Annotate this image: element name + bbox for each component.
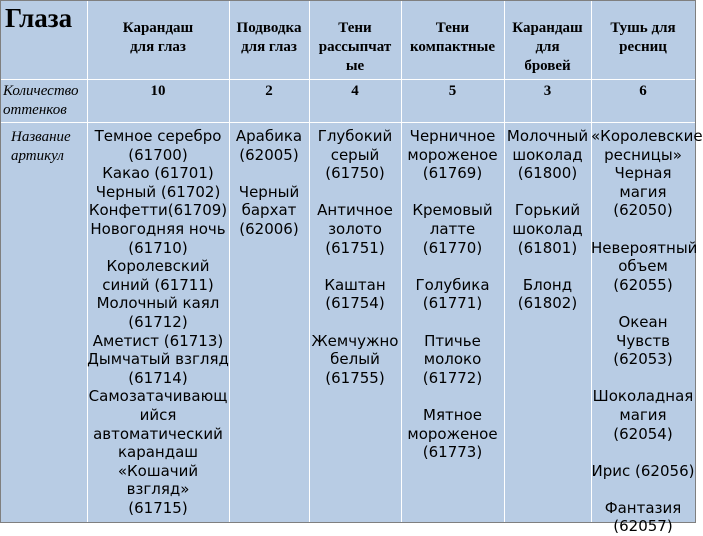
product-item: Глубокий серый (61750) — [317, 127, 393, 183]
product-item: Какао (61701) — [102, 164, 214, 183]
product-item: Блонд (61802) — [517, 275, 578, 313]
product-item: Черничное мороженое (61769) — [407, 127, 498, 183]
product-list-brow-pencil — [504, 127, 591, 313]
product-item: Молочный шоколад (61800) — [506, 127, 589, 183]
product-item: Конфетти(61709) — [88, 201, 228, 220]
product-item: Мятное мороженое (61773) — [407, 405, 498, 462]
product-item: «Королевские ресницы» — [591, 127, 703, 164]
product-item: Птичье молоко (61772) — [422, 331, 483, 387]
product-item: Океан Чувств (62053) — [613, 312, 673, 369]
shade-count: 6 — [639, 83, 647, 99]
product-list-eyeliner — [229, 127, 309, 239]
product-item: Каштан (61754) — [324, 275, 386, 313]
column-header-loose-shadows: Тени рассыпчат ые — [318, 20, 392, 74]
shade-count: 2 — [265, 83, 273, 99]
product-item: Новогодняя ночь (61710) — [90, 219, 226, 257]
product-item: Аметист (61713) — [92, 331, 224, 350]
row-label-shade-count: Количество оттенков — [3, 83, 79, 118]
product-item: Фантазия (62057) — [604, 498, 682, 536]
product-item: Невероятный объем (62055) — [591, 238, 698, 294]
product-item: Шоколадная магия (62054) — [592, 387, 694, 443]
product-list-eye-pencil — [87, 127, 229, 517]
product-item: Горький шоколад (61801) — [512, 201, 583, 257]
product-item: Королевский синий (61711) — [102, 257, 214, 294]
shade-count: 4 — [351, 83, 359, 99]
column-header-eye-pencil: Карандаш для глаз — [122, 20, 194, 55]
column-header-brow-pencil: Карандаш для бровей — [512, 20, 583, 74]
row-divider — [1, 79, 695, 80]
product-item: Арабика (62005) — [235, 127, 303, 164]
product-item: Кремовый латте (61770) — [412, 201, 493, 257]
row-divider — [1, 122, 695, 123]
shade-count: 3 — [543, 83, 552, 99]
column-header-compact-shadows: Тени компактные — [409, 20, 496, 55]
product-item: Молочный каял (61712) — [96, 294, 220, 331]
product-item: Темное серебро (61700) — [94, 127, 222, 164]
column-header-eyeliner: Подводка для глаз — [236, 20, 302, 55]
product-item: Черный бархат (62006) — [238, 182, 300, 238]
product-list-compact-shadows — [401, 127, 504, 462]
shade-count: 5 — [448, 83, 457, 99]
product-item: Античное золото (61751) — [317, 201, 393, 257]
table-title: Глаза — [5, 3, 73, 33]
row-label-name-article: Название артикул — [11, 129, 71, 164]
product-list-loose-shadows — [309, 127, 401, 387]
product-item: Черный (61702) — [95, 182, 221, 201]
product-item: Голубика (61771) — [415, 275, 490, 313]
column-header-mascara: Тушь для ресниц — [610, 20, 676, 55]
product-list-mascara — [591, 127, 703, 536]
product-item: Дымчатый взгляд (61714) — [87, 350, 229, 387]
product-item: Ирис (62056) — [591, 461, 695, 480]
product-item: Жемчужно белый (61755) — [311, 331, 399, 387]
shade-count: 10 — [150, 83, 166, 99]
product-item: Самозатачивающ ийся автоматический карандаш «Кошачий взгляд» (61715) — [88, 387, 228, 517]
product-item: Черная магия (62050) — [613, 164, 673, 220]
